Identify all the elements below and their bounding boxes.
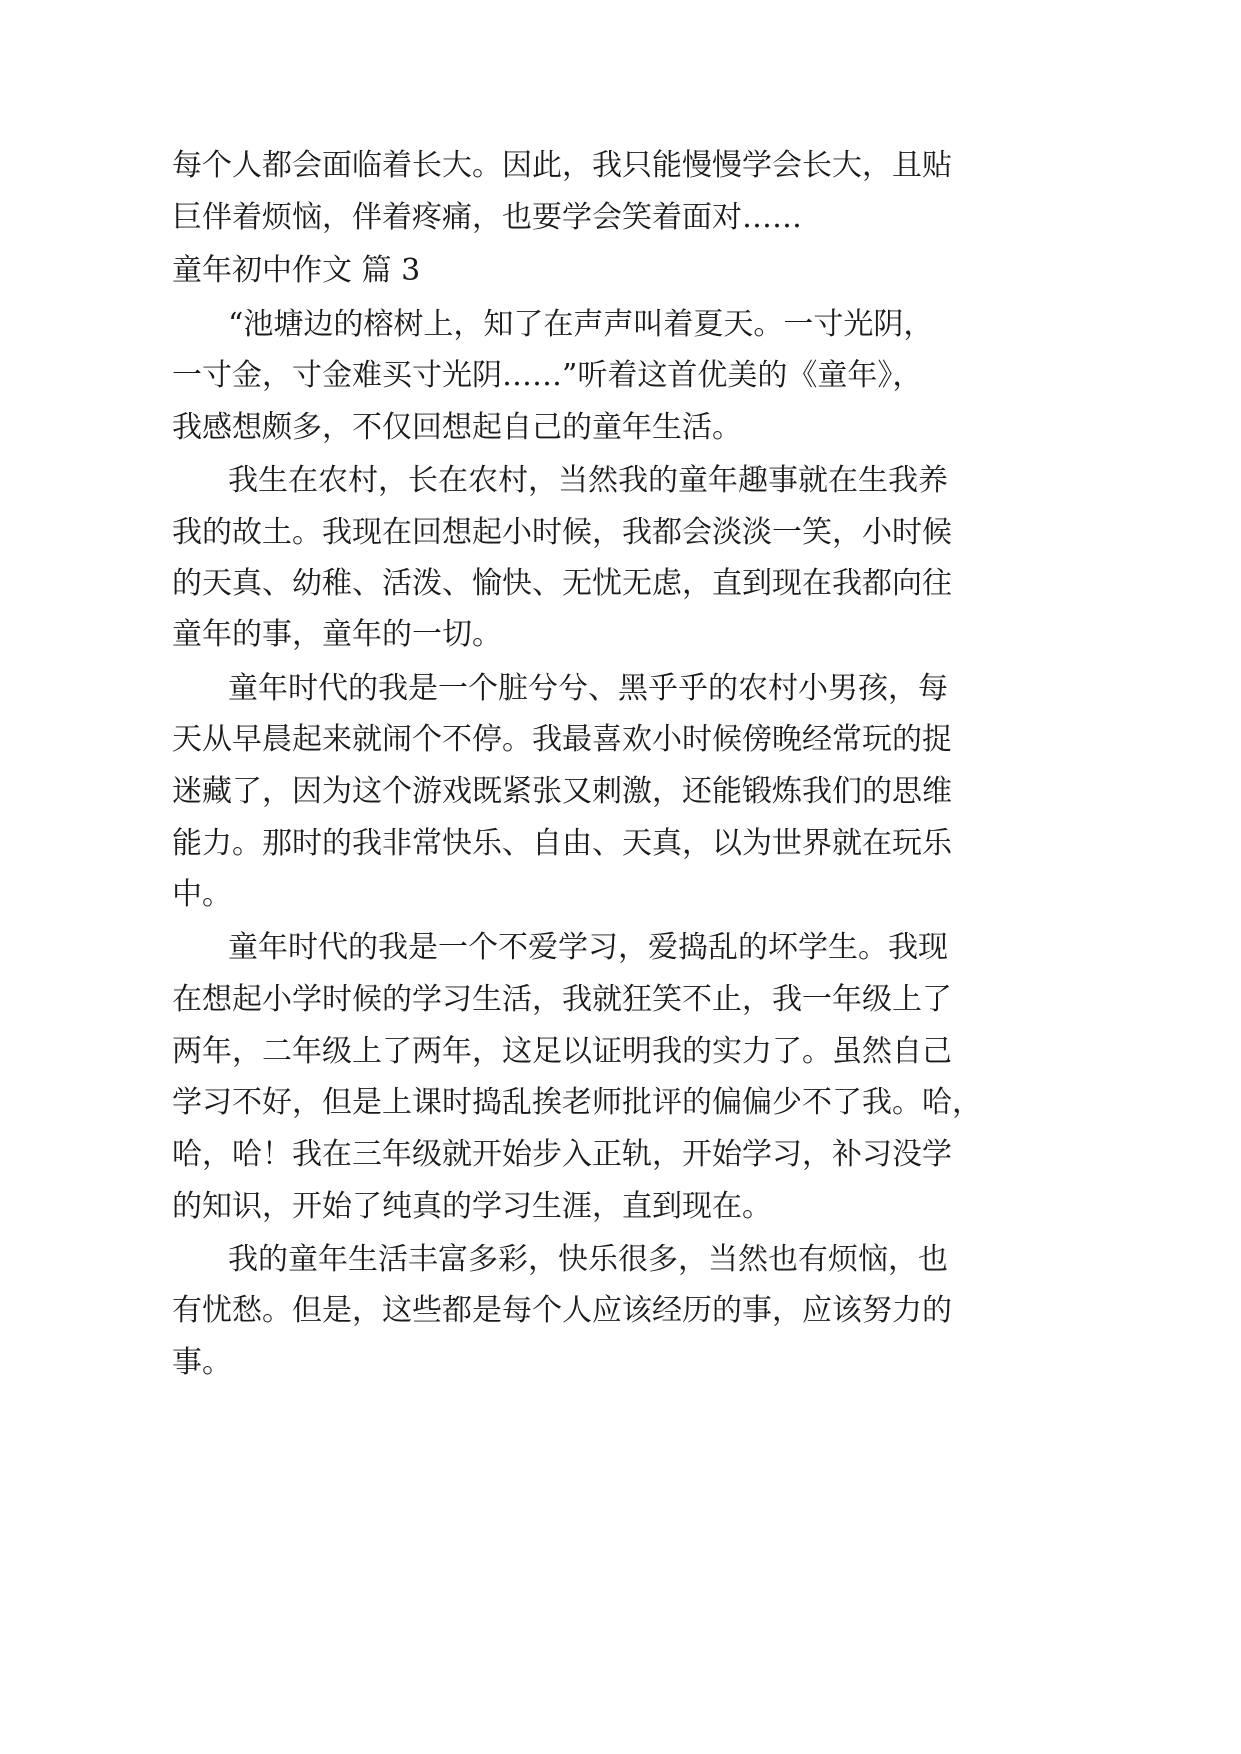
paragraph-line: 有忧愁。但是，这些都是每个人应该经历的事，应该努力的 <box>172 1293 952 1328</box>
paragraph-line: 童年时代的我是一个脏兮兮、黑乎乎的农村小男孩，每 <box>228 671 948 706</box>
paragraph-line: 天从早晨起来就闹个不停。我最喜欢小时候傍晚经常玩的捉 <box>172 722 952 757</box>
paragraph-line: 学习不好，但是上课时捣乱挨老师批评的偏偏少不了我。哈， <box>172 1085 982 1120</box>
paragraph-line: 哈，哈！我在三年级就开始步入正轨，开始学习，补习没学 <box>172 1137 952 1172</box>
paragraph-line: 的知识，开始了纯真的学习生涯，直到现在。 <box>172 1189 772 1224</box>
continuation-line: 每个人都会面临着长大。因此，我只能慢慢学会长大，且贴 <box>172 148 952 183</box>
paragraph-line: 我感想颇多，不仅回想起自己的童年生活。 <box>172 410 742 445</box>
paragraph-line: 中。 <box>172 877 232 912</box>
section-heading: 童年初中作文 篇 3 <box>172 253 421 288</box>
paragraph-line: 两年，二年级上了两年，这足以证明我的实力了。虽然自己 <box>172 1034 952 1069</box>
paragraph-line: 我的故土。我现在回想起小时候，我都会淡淡一笑，小时候 <box>172 515 952 550</box>
continuation-line: 巨伴着烦恼，伴着疼痛，也要学会笑着面对…… <box>172 200 802 235</box>
paragraph-line: 我生在农村，长在农村，当然我的童年趣事就在生我养 <box>228 463 948 498</box>
paragraph-line: “池塘边的榕树上，知了在声声叫着夏天。一寸光阴， <box>228 307 934 342</box>
paragraph-line: 能力。那时的我非常快乐、自由、天真，以为世界就在玩乐 <box>172 826 952 861</box>
paragraph-line: 一寸金，寸金难买寸光阴……”听着这首优美的《童年》， <box>172 358 923 393</box>
paragraph-line: 童年的事，童年的一切。 <box>172 617 502 652</box>
paragraph-line: 我的童年生活丰富多彩，快乐很多，当然也有烦恼，也 <box>228 1242 948 1277</box>
paragraph-line: 童年时代的我是一个不爱学习，爱捣乱的坏学生。我现 <box>228 930 948 965</box>
paragraph-line: 迷藏了，因为这个游戏既紧张又刺激，还能锻炼我们的思维 <box>172 774 952 809</box>
paragraph-line: 事。 <box>172 1345 232 1380</box>
paragraph-line: 的天真、幼稚、活泼、愉快、无忧无虑，直到现在我都向往 <box>172 566 952 601</box>
paragraph-line: 在想起小学时候的学习生活，我就狂笑不止，我一年级上了 <box>172 982 952 1017</box>
